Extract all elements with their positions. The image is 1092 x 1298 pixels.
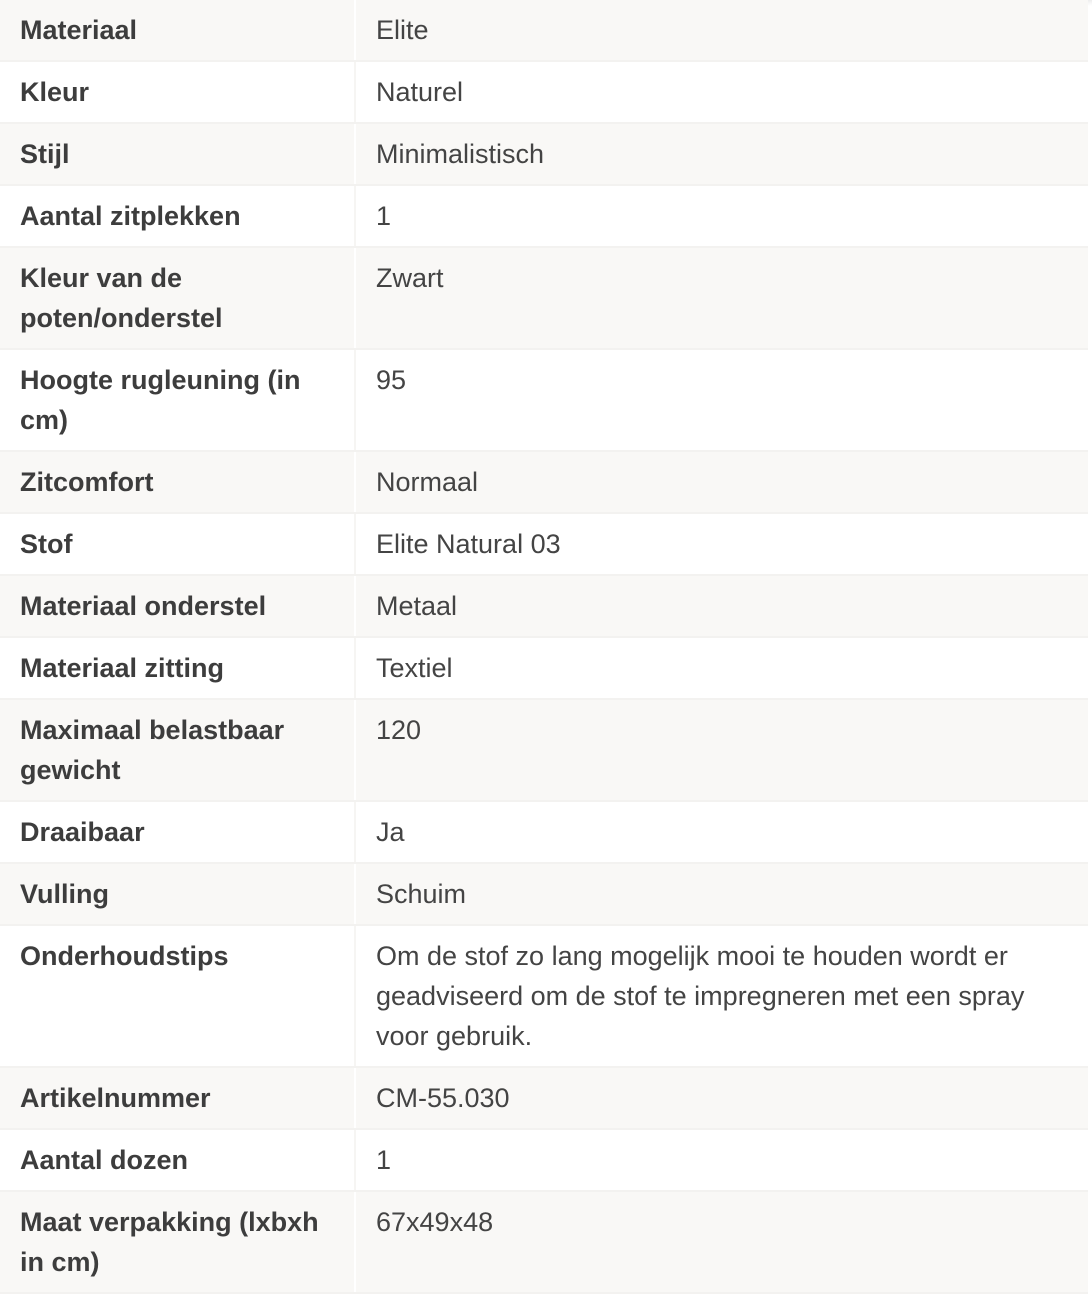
spec-row-draaibaar <box>0 801 1088 863</box>
spec-value: 120 <box>355 699 1088 801</box>
spec-row-kleur-poten <box>0 247 1088 349</box>
spec-label: Materiaal zitting <box>0 637 355 699</box>
spec-row-aantal-dozen <box>0 1129 1088 1191</box>
spec-value: Elite Natural 03 <box>355 513 1088 575</box>
spec-row-maximaal-gewicht <box>0 699 1088 801</box>
spec-value: Normaal <box>355 451 1088 513</box>
spec-row-aantal-zitplekken <box>0 185 1088 247</box>
spec-value: CM-55.030 <box>355 1067 1088 1129</box>
spec-row-artikelnummer <box>0 1067 1088 1129</box>
spec-row-materiaal-zitting <box>0 637 1088 699</box>
spec-label: Maximaal belastbaar gewicht <box>0 699 355 801</box>
spec-value: 1 <box>355 185 1088 247</box>
spec-row-zitcomfort <box>0 451 1088 513</box>
spec-label: Stof <box>0 513 355 575</box>
spec-label: Aantal dozen <box>0 1129 355 1191</box>
spec-value: Minimalistisch <box>355 123 1088 185</box>
spec-row-materiaal-onderstel <box>0 575 1088 637</box>
spec-row-hoogte-rugleuning <box>0 349 1088 451</box>
spec-label: Materiaal onderstel <box>0 575 355 637</box>
spec-row-maat-verpakking <box>0 1191 1088 1293</box>
spec-value: Elite <box>355 0 1088 61</box>
spec-label: Kleur van de poten/onderstel <box>0 247 355 349</box>
spec-row-stof <box>0 513 1088 575</box>
spec-value: 1 <box>355 1129 1088 1191</box>
spec-label: Kleur <box>0 61 355 123</box>
spec-value: 67x49x48 <box>355 1191 1088 1293</box>
spec-row-vulling <box>0 863 1088 925</box>
spec-label: Maat verpakking (lxbxh in cm) <box>0 1191 355 1293</box>
spec-value: Schuim <box>355 863 1088 925</box>
spec-row-kleur <box>0 61 1088 123</box>
spec-label: Aantal zitplekken <box>0 185 355 247</box>
spec-row-materiaal <box>0 0 1088 61</box>
spec-value: Metaal <box>355 575 1088 637</box>
spec-label: Zitcomfort <box>0 451 355 513</box>
spec-label: Vulling <box>0 863 355 925</box>
spec-row-onderhoudstips <box>0 925 1088 1067</box>
spec-value: Textiel <box>355 637 1088 699</box>
spec-value: 95 <box>355 349 1088 451</box>
spec-label: Draaibaar <box>0 801 355 863</box>
spec-value: Naturel <box>355 61 1088 123</box>
spec-label: Hoogte rugleuning (in cm) <box>0 349 355 451</box>
spec-label: Stijl <box>0 123 355 185</box>
spec-value: Om de stof zo lang mogelijk mooi te houden wordt er geadviseerd om de stof te impregneren met een spray voor gebruik. <box>355 925 1088 1067</box>
spec-label: Artikelnummer <box>0 1067 355 1129</box>
spec-label: Onderhoudstips <box>0 925 355 1067</box>
spec-value: Ja <box>355 801 1088 863</box>
spec-label: Materiaal <box>0 0 355 61</box>
spec-value: Zwart <box>355 247 1088 349</box>
spec-row-stijl <box>0 123 1088 185</box>
